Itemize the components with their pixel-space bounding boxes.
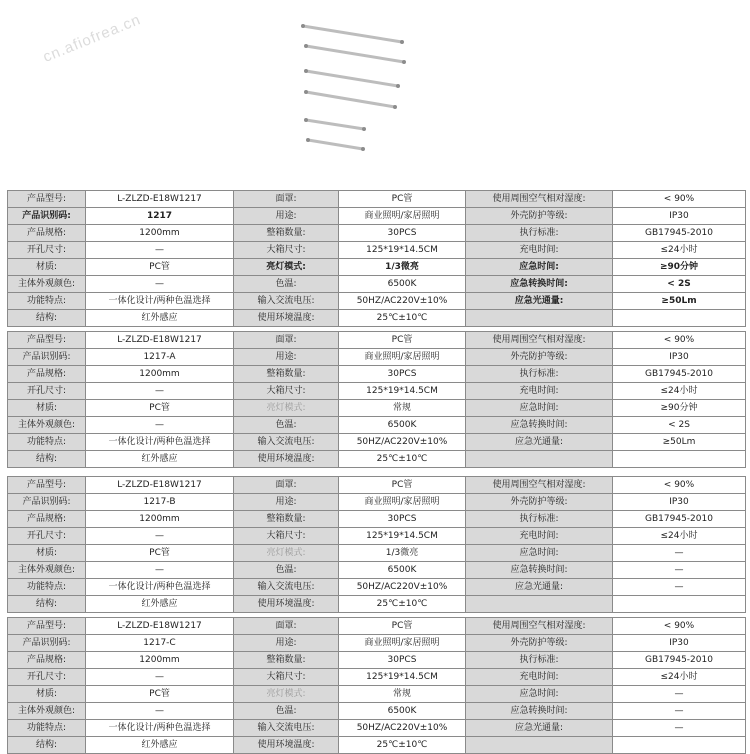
spec-label: 执行标准:	[466, 652, 613, 669]
table-row	[8, 400, 746, 417]
table-row	[8, 417, 746, 434]
table-row	[8, 310, 746, 327]
table-row	[8, 349, 746, 366]
table-row	[8, 635, 746, 652]
table-row	[8, 652, 746, 669]
spec-value: 红外感应	[86, 310, 234, 327]
spec-value: 红外感应	[86, 451, 234, 468]
spec-label: 输入交流电压:	[234, 293, 339, 310]
spec-value: GB17945-2010	[613, 511, 746, 528]
spec-value: GB17945-2010	[613, 652, 746, 669]
spec-label: 外壳防护等级:	[466, 349, 613, 366]
spec-label: 开孔尺寸:	[8, 528, 86, 545]
spec-value: 1200mm	[86, 225, 234, 242]
spec-label: 应急转换时间:	[466, 276, 613, 293]
spec-value: IP30	[613, 208, 746, 225]
spec-value: 1200mm	[86, 511, 234, 528]
table-row	[8, 720, 746, 737]
spec-label: 结构:	[8, 737, 86, 754]
spec-value: —	[86, 528, 234, 545]
table-row	[8, 494, 746, 511]
spec-value: PC管	[339, 332, 466, 349]
spec-label: 使用周围空气相对湿度:	[466, 477, 613, 494]
spec-value: 红外感应	[86, 737, 234, 754]
spec-label: 应急时间:	[466, 259, 613, 276]
spec-value: PC管	[339, 618, 466, 635]
spec-label: 整箱数量:	[234, 652, 339, 669]
table-row	[8, 545, 746, 562]
spec-label: 大箱尺寸:	[234, 669, 339, 686]
spec-value: 一体化设计/两种色温选择	[86, 720, 234, 737]
spec-value: 1217-C	[86, 635, 234, 652]
spec-label: 功能特点:	[8, 720, 86, 737]
table-row	[8, 434, 746, 451]
spec-label: 整箱数量:	[234, 511, 339, 528]
spec-label	[466, 310, 613, 327]
spec-value: 一体化设计/两种色温选择	[86, 579, 234, 596]
spec-value: ≥50Lm	[613, 434, 746, 451]
table-row	[8, 528, 746, 545]
tube-light-4	[304, 90, 397, 109]
spec-label: 亮灯模式:	[234, 400, 339, 417]
spec-value: —	[86, 417, 234, 434]
table-row	[8, 191, 746, 208]
spec-value: —	[613, 545, 746, 562]
spec-value: < 90%	[613, 191, 746, 208]
spec-value: ≥50Lm	[613, 293, 746, 310]
spec-value: < 90%	[613, 332, 746, 349]
spec-label: 应急时间:	[466, 400, 613, 417]
spec-label: 应急光通量:	[466, 293, 613, 310]
spec-value: 1/3微亮	[339, 545, 466, 562]
spec-value: —	[613, 686, 746, 703]
spec-value: 1/3微亮	[339, 259, 466, 276]
spec-label: 使用周围空气相对湿度:	[466, 618, 613, 635]
spec-value: —	[86, 562, 234, 579]
spec-value: 25℃±10℃	[339, 737, 466, 754]
spec-label: 面罩:	[234, 477, 339, 494]
table-row	[8, 511, 746, 528]
spec-label: 功能特点:	[8, 293, 86, 310]
spec-value: < 2S	[613, 276, 746, 293]
spec-value: 30PCS	[339, 225, 466, 242]
spec-label: 应急转换时间:	[466, 703, 613, 720]
spec-value: 125*19*14.5CM	[339, 528, 466, 545]
spec-label: 主体外观颜色:	[8, 417, 86, 434]
table-row	[8, 366, 746, 383]
spec-label: 色温:	[234, 276, 339, 293]
spec-value: ≤24小时	[613, 528, 746, 545]
spec-label: 外壳防护等级:	[466, 494, 613, 511]
spec-label: 使用环境温度:	[234, 451, 339, 468]
spec-label: 执行标准:	[466, 366, 613, 383]
spec-value: 商业照明/家居照明	[339, 494, 466, 511]
table-row	[8, 477, 746, 494]
spec-label: 面罩:	[234, 332, 339, 349]
spec-label: 执行标准:	[466, 511, 613, 528]
spec-label: 面罩:	[234, 618, 339, 635]
spec-value: 30PCS	[339, 652, 466, 669]
spec-value: 125*19*14.5CM	[339, 669, 466, 686]
spec-label: 产品型号:	[8, 618, 86, 635]
spec-label: 面罩:	[234, 191, 339, 208]
tube-light-6	[306, 138, 365, 151]
table-row	[8, 669, 746, 686]
table-row	[8, 618, 746, 635]
table-row	[8, 383, 746, 400]
spec-label: 整箱数量:	[234, 366, 339, 383]
spec-value: L-ZLZD-E18W1217	[86, 191, 234, 208]
spec-value: 50HZ/AC220V±10%	[339, 293, 466, 310]
spec-value: 125*19*14.5CM	[339, 242, 466, 259]
spec-value: 125*19*14.5CM	[339, 383, 466, 400]
spec-value: 30PCS	[339, 366, 466, 383]
spec-value: GB17945-2010	[613, 225, 746, 242]
spec-value: 商业照明/家居照明	[339, 208, 466, 225]
spec-value: L-ZLZD-E18W1217	[86, 332, 234, 349]
watermark-text: cn.afiofrea.cn	[40, 11, 144, 66]
spec-label: 产品识别码:	[8, 494, 86, 511]
spec-label	[466, 451, 613, 468]
spec-label: 产品规格:	[8, 366, 86, 383]
spec-label: 亮灯模式:	[234, 686, 339, 703]
table-row	[8, 225, 746, 242]
spec-value: < 90%	[613, 477, 746, 494]
spec-value: 1217-B	[86, 494, 234, 511]
spec-label: 产品型号:	[8, 477, 86, 494]
spec-value: —	[86, 242, 234, 259]
spec-label: 应急光通量:	[466, 434, 613, 451]
spec-label: 大箱尺寸:	[234, 242, 339, 259]
spec-label: 功能特点:	[8, 579, 86, 596]
spec-label: 产品型号:	[8, 191, 86, 208]
spec-value: PC管	[86, 686, 234, 703]
spec-label: 产品型号:	[8, 332, 86, 349]
spec-value	[613, 310, 746, 327]
spec-value	[613, 596, 746, 613]
product-image-area	[0, 0, 750, 188]
spec-value: 25℃±10℃	[339, 310, 466, 327]
spec-label: 使用环境温度:	[234, 310, 339, 327]
spec-value: 一体化设计/两种色温选择	[86, 434, 234, 451]
spec-value: 红外感应	[86, 596, 234, 613]
spec-value: —	[613, 720, 746, 737]
spec-value: 6500K	[339, 562, 466, 579]
tube-light-5	[304, 118, 366, 131]
spec-value: ≥90分钟	[613, 259, 746, 276]
spec-label: 亮灯模式:	[234, 545, 339, 562]
spec-label: 主体外观颜色:	[8, 562, 86, 579]
spec-label: 产品规格:	[8, 652, 86, 669]
spec-label: 大箱尺寸:	[234, 528, 339, 545]
spec-value: 50HZ/AC220V±10%	[339, 579, 466, 596]
spec-table-3	[7, 476, 746, 613]
spec-value: —	[613, 703, 746, 720]
spec-value: 25℃±10℃	[339, 451, 466, 468]
spec-value: 1200mm	[86, 652, 234, 669]
spec-label: 开孔尺寸:	[8, 242, 86, 259]
spec-label: 主体外观颜色:	[8, 276, 86, 293]
spec-label: 开孔尺寸:	[8, 669, 86, 686]
spec-value: PC管	[339, 191, 466, 208]
spec-value: IP30	[613, 349, 746, 366]
spec-value: —	[613, 562, 746, 579]
spec-value: 6500K	[339, 276, 466, 293]
spec-label: 充电时间:	[466, 242, 613, 259]
spec-label: 充电时间:	[466, 669, 613, 686]
spec-label: 开孔尺寸:	[8, 383, 86, 400]
spec-label: 使用周围空气相对湿度:	[466, 332, 613, 349]
spec-label: 产品规格:	[8, 511, 86, 528]
spec-value: —	[86, 276, 234, 293]
spec-value: PC管	[339, 477, 466, 494]
spec-label: 用途:	[234, 208, 339, 225]
spec-label: 整箱数量:	[234, 225, 339, 242]
spec-value: IP30	[613, 635, 746, 652]
spec-label: 结构:	[8, 310, 86, 327]
spec-label: 产品识别码:	[8, 635, 86, 652]
spec-value: 商业照明/家居照明	[339, 349, 466, 366]
spec-value: ≤24小时	[613, 383, 746, 400]
spec-value: 6500K	[339, 417, 466, 434]
spec-label: 输入交流电压:	[234, 434, 339, 451]
tube-light-1	[301, 24, 404, 44]
spec-label: 用途:	[234, 635, 339, 652]
table-row	[8, 293, 746, 310]
spec-label: 色温:	[234, 562, 339, 579]
spec-label: 结构:	[8, 596, 86, 613]
spec-value: PC管	[86, 259, 234, 276]
spec-label: 亮灯模式:	[234, 259, 339, 276]
spec-value: 1217	[86, 208, 234, 225]
spec-value: 常规	[339, 686, 466, 703]
spec-value: —	[86, 383, 234, 400]
spec-label: 使用环境温度:	[234, 596, 339, 613]
spec-label: 应急转换时间:	[466, 417, 613, 434]
spec-label: 充电时间:	[466, 528, 613, 545]
table-row	[8, 242, 746, 259]
spec-label: 外壳防护等级:	[466, 635, 613, 652]
spec-value	[613, 451, 746, 468]
spec-value	[613, 737, 746, 754]
spec-label: 色温:	[234, 417, 339, 434]
spec-label: 输入交流电压:	[234, 579, 339, 596]
spec-table-4	[7, 617, 746, 754]
spec-label: 主体外观颜色:	[8, 703, 86, 720]
spec-value: ≤24小时	[613, 242, 746, 259]
spec-value: PC管	[86, 545, 234, 562]
spec-value: 30PCS	[339, 511, 466, 528]
spec-label: 应急时间:	[466, 545, 613, 562]
spec-label: 色温:	[234, 703, 339, 720]
spec-label: 功能特点:	[8, 434, 86, 451]
spec-value: GB17945-2010	[613, 366, 746, 383]
spec-label: 材质:	[8, 259, 86, 276]
spec-label: 使用环境温度:	[234, 737, 339, 754]
spec-label: 材质:	[8, 686, 86, 703]
table-row	[8, 451, 746, 468]
spec-value: 一体化设计/两种色温选择	[86, 293, 234, 310]
table-row	[8, 332, 746, 349]
spec-label: 外壳防护等级:	[466, 208, 613, 225]
spec-value: 1217-A	[86, 349, 234, 366]
spec-value: PC管	[86, 400, 234, 417]
spec-value: 1200mm	[86, 366, 234, 383]
tube-light-2	[304, 44, 406, 64]
spec-label: 用途:	[234, 494, 339, 511]
spec-label: 材质:	[8, 545, 86, 562]
spec-value: ≤24小时	[613, 669, 746, 686]
spec-label: 使用周围空气相对湿度:	[466, 191, 613, 208]
spec-label	[466, 737, 613, 754]
spec-table-2	[7, 331, 746, 468]
spec-value: L-ZLZD-E18W1217	[86, 477, 234, 494]
spec-value: 常规	[339, 400, 466, 417]
table-row	[8, 686, 746, 703]
spec-label: 产品规格:	[8, 225, 86, 242]
table-row	[8, 703, 746, 720]
table-row	[8, 276, 746, 293]
spec-value: ≥90分钟	[613, 400, 746, 417]
spec-value: 50HZ/AC220V±10%	[339, 434, 466, 451]
table-row	[8, 596, 746, 613]
spec-value: 6500K	[339, 703, 466, 720]
spec-label: 大箱尺寸:	[234, 383, 339, 400]
spec-label	[466, 596, 613, 613]
table-row	[8, 579, 746, 596]
spec-value: 50HZ/AC220V±10%	[339, 720, 466, 737]
spec-label: 结构:	[8, 451, 86, 468]
spec-value: —	[86, 703, 234, 720]
spec-table-1	[7, 190, 746, 327]
spec-label: 应急转换时间:	[466, 562, 613, 579]
spec-label: 输入交流电压:	[234, 720, 339, 737]
spec-value: 25℃±10℃	[339, 596, 466, 613]
table-row	[8, 208, 746, 225]
spec-label: 应急光通量:	[466, 720, 613, 737]
spec-value: IP30	[613, 494, 746, 511]
spec-label: 产品识别码:	[8, 349, 86, 366]
spec-value: < 90%	[613, 618, 746, 635]
spec-label: 应急光通量:	[466, 579, 613, 596]
spec-value: L-ZLZD-E18W1217	[86, 618, 234, 635]
spec-value: < 2S	[613, 417, 746, 434]
tube-light-3	[304, 69, 400, 88]
table-row	[8, 259, 746, 276]
spec-label: 应急时间:	[466, 686, 613, 703]
table-row	[8, 737, 746, 754]
spec-label: 执行标准:	[466, 225, 613, 242]
spec-label: 充电时间:	[466, 383, 613, 400]
spec-label: 用途:	[234, 349, 339, 366]
spec-value: 商业照明/家居照明	[339, 635, 466, 652]
spec-label: 产品识别码:	[8, 208, 86, 225]
spec-value: —	[86, 669, 234, 686]
spec-label: 材质:	[8, 400, 86, 417]
spec-value: —	[613, 579, 746, 596]
table-row	[8, 562, 746, 579]
